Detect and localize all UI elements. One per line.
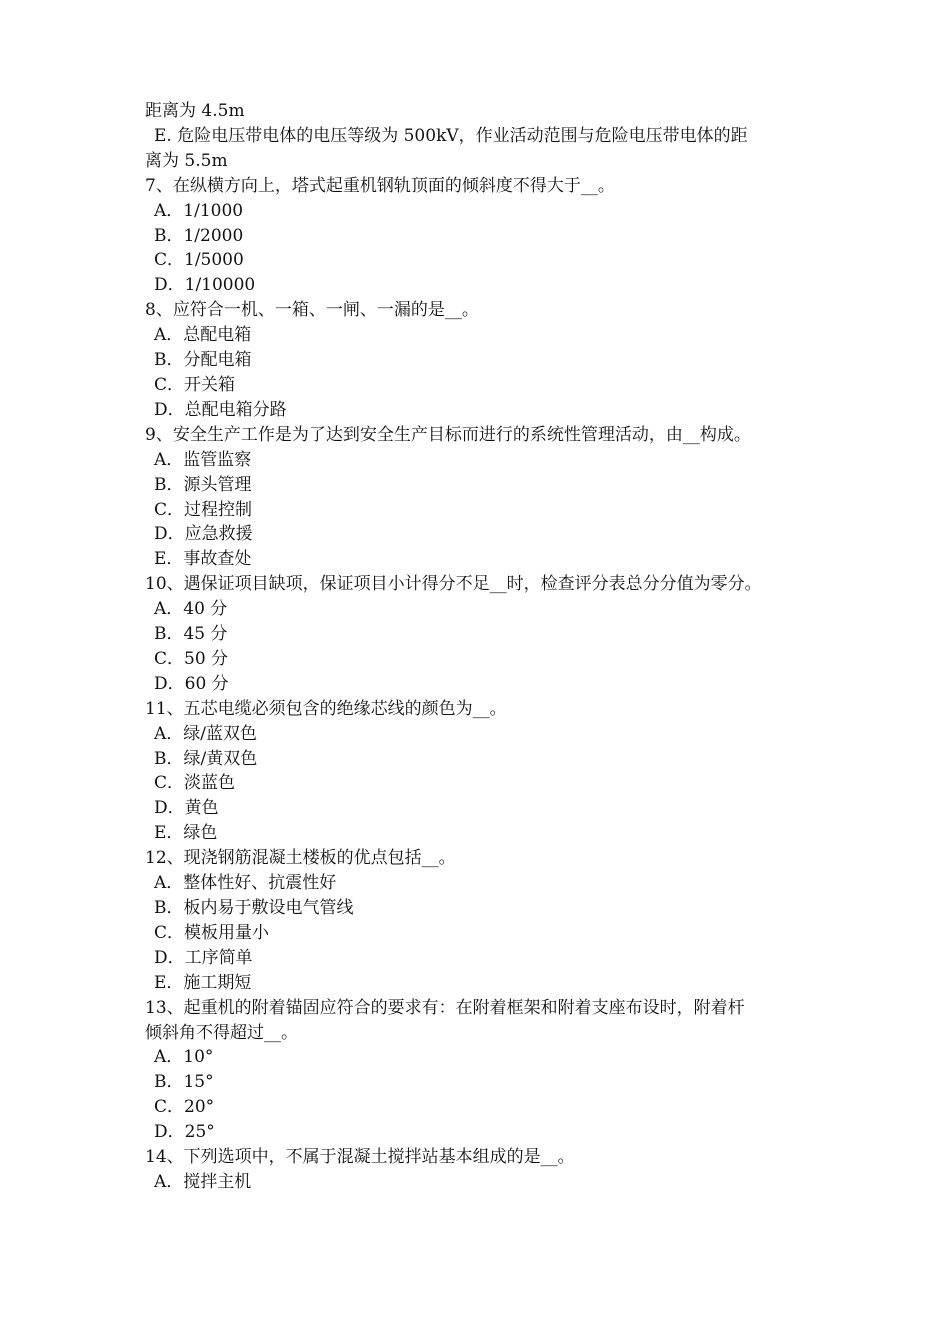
answer-option-line: A．总配电箱 — [154, 325, 252, 346]
question-text-line: 距离为 4.5m — [145, 101, 245, 121]
answer-option-line: D．黄色 — [154, 798, 219, 819]
answer-option-line: D．工序简单 — [154, 947, 253, 968]
answer-option-line: D．1/10000 — [154, 275, 256, 296]
answer-option-line: E．施工期短 — [154, 972, 252, 993]
answer-option-line: B．板内易于敷设电气管线 — [154, 898, 354, 918]
question-text-line: 13、起重机的附着锚固应符合的要求有：在附着框架和附着支座布设时，附着杆 — [145, 997, 745, 1018]
answer-option-line: C．淡蓝色 — [154, 773, 236, 794]
answer-option-line: C．1/5000 — [154, 250, 244, 271]
answer-option-line: A．整体性好、抗震性好 — [154, 873, 337, 894]
answer-option-line: C．开关箱 — [154, 374, 236, 395]
answer-option-line: C．20° — [154, 1097, 215, 1118]
question-text-line: 14、下列选项中，不属于混凝土搅拌站基本组成的是__。 — [145, 1147, 575, 1168]
question-text-line: 9、安全生产工作是为了达到安全生产目标而进行的系统性管理活动，由__构成。 — [145, 424, 751, 445]
answer-option-line: A．10° — [154, 1047, 214, 1068]
answer-option-line: B．源头管理 — [154, 474, 252, 495]
answer-option-line: D．总配电箱分路 — [154, 399, 287, 420]
answer-option-line: B．45 分 — [154, 624, 228, 645]
answer-option-line: E. 危险电压带电体的电压等级为 500kV，作业活动范围与危险电压带电体的距 — [154, 125, 748, 146]
question-text-line: 离为 5.5m — [145, 150, 228, 171]
answer-option-line: A．1/1000 — [154, 200, 244, 221]
answer-option-line: B．绿/黄双色 — [154, 748, 258, 769]
answer-option-line: C．过程控制 — [154, 499, 253, 520]
answer-option-line: A．绿/蓝双色 — [154, 723, 258, 744]
question-text-line: 11、五芯电缆必须包含的绝缘芯线的颜色为__。 — [145, 698, 507, 719]
question-text-line: 10、遇保证项目缺项，保证项目小计得分不足__时，检查评分表总分分值为零分。 — [145, 574, 762, 595]
answer-option-line: D．应急救援 — [154, 524, 253, 545]
answer-option-line: B．15° — [154, 1072, 214, 1093]
answer-option-line: C．50 分 — [154, 648, 229, 669]
answer-option-line: C．模板用量小 — [154, 922, 270, 943]
answer-option-line: D．25° — [154, 1122, 215, 1143]
question-text-line: 7、在纵横方向上，塔式起重机钢轨顶面的倾斜度不得大于__。 — [145, 175, 615, 196]
answer-option-line: B．1/2000 — [154, 225, 244, 246]
answer-option-line: A．40 分 — [154, 599, 228, 620]
answer-option-line: A．搅拌主机 — [154, 1171, 252, 1192]
answer-option-line: B．分配电箱 — [154, 350, 252, 371]
answer-option-line: A．监管监察 — [154, 449, 252, 470]
question-text-line: 8、应符合一机、一箱、一闸、一漏的是__。 — [145, 300, 479, 321]
answer-option-line: E．事故查处 — [154, 549, 252, 570]
answer-option-line: E．绿色 — [154, 823, 218, 844]
question-text-line: 12、现浇钢筋混凝土楼板的优点包括__。 — [145, 848, 456, 869]
question-text-line: 倾斜角不得超过__。 — [145, 1022, 298, 1043]
answer-option-line: D．60 分 — [154, 673, 229, 694]
exam-text-body — [145, 99, 815, 1195]
